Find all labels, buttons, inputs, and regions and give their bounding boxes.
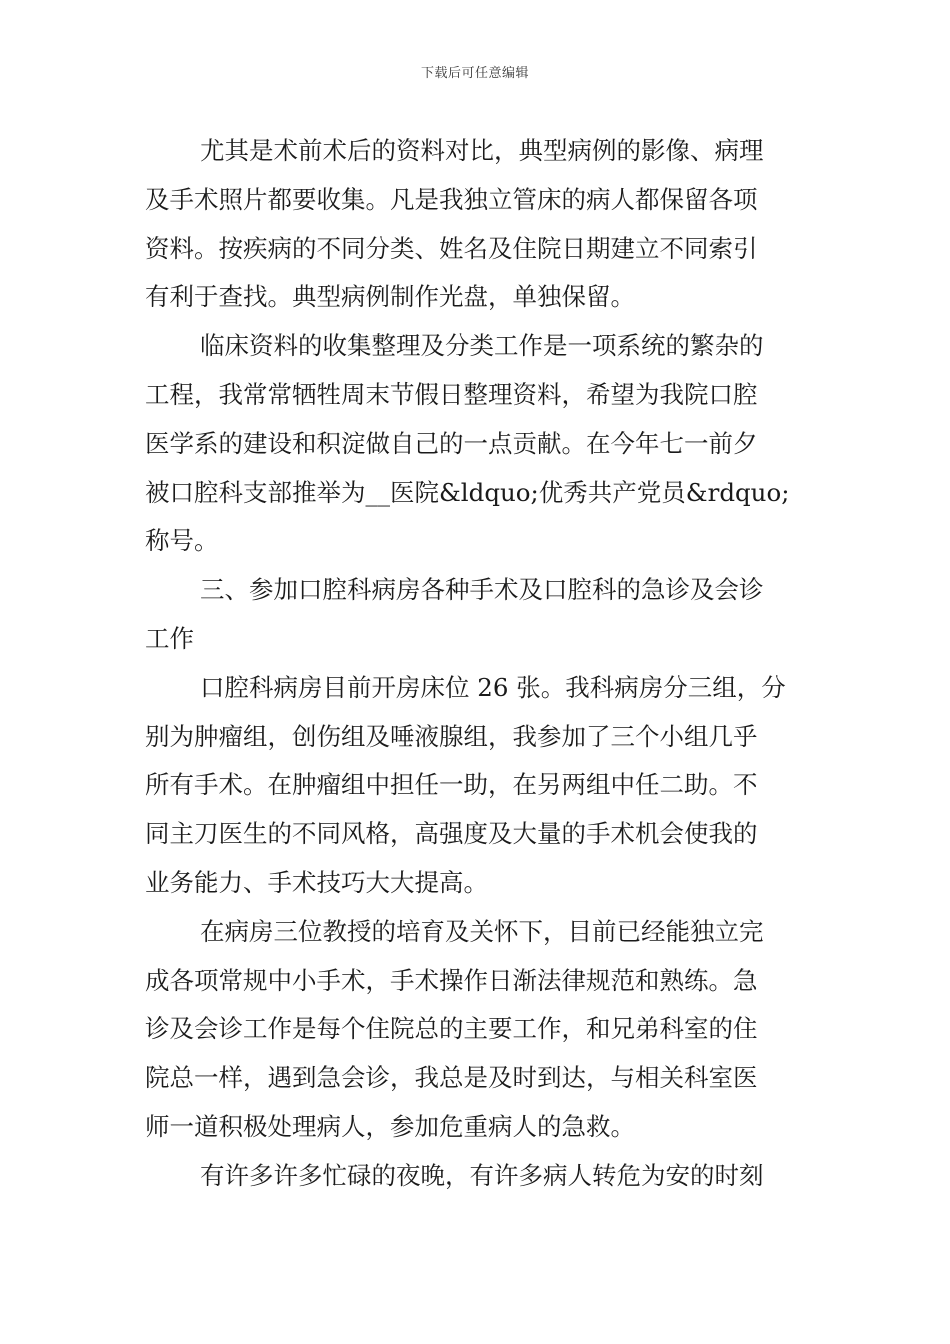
- text-line: 称号。: [145, 526, 219, 556]
- text-line: 成各项常规中小手术，手术操作日渐法律规范和熟练。急: [145, 965, 758, 995]
- text-line: 及手术照片都要收集。凡是我独立管床的病人都保留各项: [145, 184, 758, 214]
- text-line: 同主刀医生的不同风格，高强度及大量的手术机会使我的: [145, 819, 758, 849]
- text-line: 工作: [145, 623, 194, 653]
- page-header: 下载后可任意编辑: [420, 66, 529, 81]
- text-line: 所有手术。在肿瘤组中担任一助，在另两组中任二助。不: [145, 770, 758, 800]
- text-line: 工程，我常常牺牲周末节假日整理资料，希望为我院口腔: [145, 379, 758, 409]
- paragraph-first-line: 在病房三位教授的培育及关怀下，目前已经能独立完: [200, 916, 764, 946]
- paragraph-first-line: 尤其是术前术后的资料对比，典型病例的影像、病理: [200, 136, 764, 165]
- text-line: 别为肿瘤组，创伤组及唾液腺组，我参加了三个小组几乎: [145, 721, 758, 751]
- document-body: [145, 127, 805, 1201]
- paragraph-first-line: 三、参加口腔科病房各种手术及口腔科的急诊及会诊: [200, 575, 764, 605]
- text-line: 医学系的建设和积淀做自己的一点贡献。在今年七一前夕: [145, 428, 758, 458]
- paragraph-first-line: 临床资料的收集整理及分类工作是一项系统的繁杂的: [200, 331, 764, 361]
- text-line: 有利于查找。典型病例制作光盘，单独保留。: [145, 282, 635, 312]
- paragraph-first-line: 口腔科病房目前开房床位 26 张。我科病房分三组，分: [200, 672, 786, 702]
- text-line: 资料。按疾病的不同分类、姓名及住院日期建立不同索引: [145, 233, 758, 263]
- paragraph-first-line: 有许多许多忙碌的夜晚，有许多病人转危为安的时刻: [200, 1160, 764, 1190]
- text-line: 诊及会诊工作是每个住院总的主要工作，和兄弟科室的住: [145, 1014, 758, 1044]
- text-line: 被口腔科支部推举为__医院&ldquo;优秀共产党员&rdquo;: [145, 477, 790, 507]
- text-line: 师一道积极处理病人，参加危重病人的急救。: [145, 1111, 635, 1141]
- text-line: 院总一样，遇到急会诊，我总是及时到达，与相关科室医: [145, 1063, 758, 1093]
- text-line: 业务能力、手术技巧大大提高。: [145, 867, 488, 897]
